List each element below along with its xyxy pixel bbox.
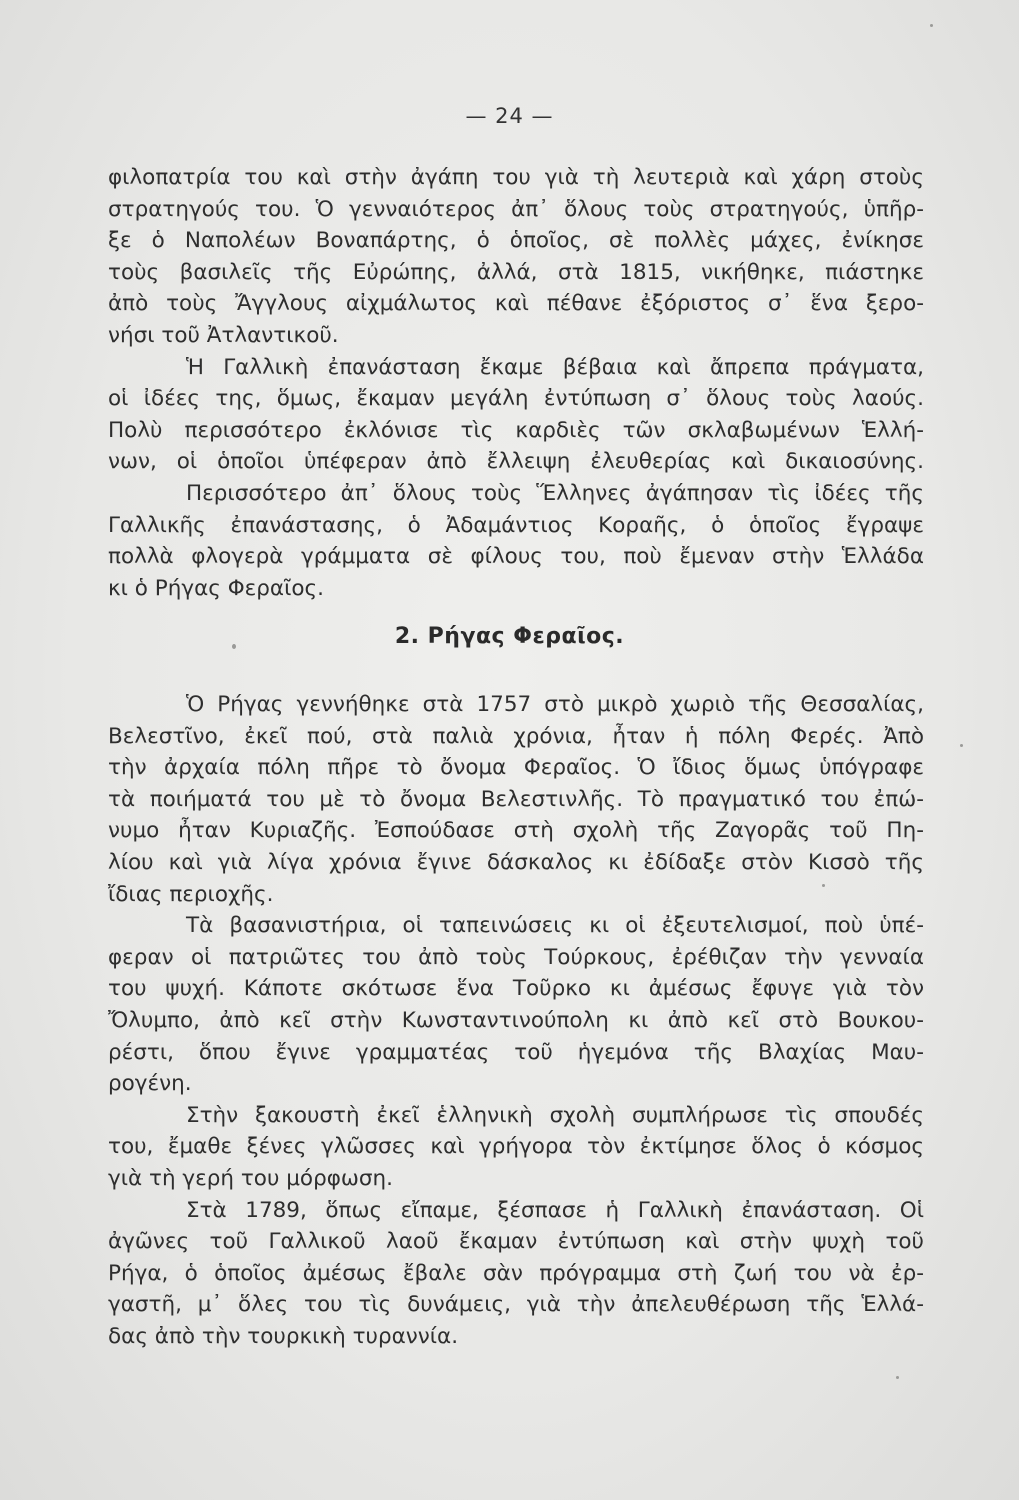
text-line: Ἡ Γαλλικὴ ἐπανάσταση ἔκαμε βέβαια καὶ ἄπρεπα πράγματα, xyxy=(186,354,924,380)
text-line: γιὰ τὴ γερή του μόρφωση. xyxy=(108,1165,393,1191)
scan-speck xyxy=(822,884,825,887)
text-line: φεραν οἱ πατριῶτες του ἀπὸ τοὺς Τούρκους, ἐρέθιζαν τὴν γενναία xyxy=(108,944,924,970)
text-line: στρατηγούς του. Ὁ γενναιότερος ἀπ᾽ ὅλους τοὺς στρατηγούς, ὑπῆρ- xyxy=(108,196,924,222)
text-line: φιλοπατρία του καὶ στὴν ἀγάπη του γιὰ τὴ λευτεριὰ καὶ χάρη στοὺς xyxy=(108,165,924,190)
text-block-bottom xyxy=(108,689,924,1352)
text-line: δας ἀπὸ τὴν τουρκικὴ τυραννία. xyxy=(108,1323,459,1349)
text-line: τὰ ποιήματά του μὲ τὸ ὄνομα Βελεστινλῆς. Τὸ πραγματικό του ἐπώ- xyxy=(108,786,924,812)
text-line: Τὰ βασανιστήρια, οἱ ταπεινώσεις κι οἱ ἐξευτελισμοί, ποὺ ὑπέ- xyxy=(186,913,924,939)
text-line: Πολὺ περισσότερο ἐκλόνισε τὶς καρδιὲς τῶν σκλαβωμένων Ἑλλή- xyxy=(108,417,924,443)
text-line: ἀπὸ τοὺς Ἄγγλους αἰχμάλωτος καὶ πέθανε ἐξόριστος σ᾽ ἕνα ξερο- xyxy=(108,291,924,317)
text-line: νυμο ἦταν Κυριαζῆς. Ἐσπούδασε στὴ σχολὴ τῆς Ζαγορᾶς τοῦ Πη- xyxy=(108,818,924,844)
text-line: Περισσότερο ἀπ᾽ ὅλους τοὺς Ἕλληνες ἀγάπησαν τὶς ἰδέες τῆς xyxy=(186,480,924,506)
scan-speck xyxy=(232,644,236,649)
paragraph xyxy=(108,910,924,1100)
text-line: Στὴν ξακουστὴ ἐκεῖ ἑλληνικὴ σχολὴ συμπλήρωσε τὶς σπουδές xyxy=(186,1102,924,1128)
text-line: Στὰ 1789, ὅπως εἴπαμε, ξέσπασε ἡ Γαλλικὴ ἐπανάσταση. Οἱ xyxy=(186,1197,924,1223)
text-line: ρέστι, ὅπου ἔγινε γραμματέας τοῦ ἡγεμόνα τῆς Βλαχίας Μαυ- xyxy=(108,1039,924,1065)
text-line: ἴδιας περιοχῆς. xyxy=(108,881,274,907)
paragraph xyxy=(108,162,924,352)
scan-speck xyxy=(896,1376,899,1379)
text-line: λίου καὶ γιὰ λίγα χρόνια ἔγινε δάσκαλος κι ἐδίδαξε στὸν Κισσὸ τῆς xyxy=(108,849,924,875)
text-line: γαστῆ, μ᾽ ὅλες του τὶς δυνάμεις, γιὰ τὴν ἀπελευθέρωση τῆς Ἑλλά- xyxy=(108,1292,924,1318)
text-line: κι ὁ Ρήγας Φεραῖος. xyxy=(108,575,324,601)
text-line: Ὄλυμπο, ἀπὸ κεῖ στὴν Κωνσταντινούπολη κι ἀπὸ κεῖ στὸ Βουκου- xyxy=(108,1007,924,1033)
scan-speck xyxy=(930,24,933,27)
text-line: του ψυχή. Κάποτε σκότωσε ἕνα Τοῦρκο κι ἀμέσως ἔφυγε γιὰ τὸν xyxy=(108,976,924,1002)
section-heading: 2. Ρήγας Φεραῖος. xyxy=(394,624,625,649)
text-line: ρογένη. xyxy=(108,1071,192,1097)
text-line: νήσι τοῦ Ἀτλαντικοῦ. xyxy=(108,322,339,348)
paragraph xyxy=(108,352,924,478)
paragraph xyxy=(108,689,924,910)
scan-speck xyxy=(960,744,963,747)
paragraph xyxy=(108,478,924,604)
text-line: Ὁ Ρήγας γεννήθηκε στὰ 1757 στὸ μικρὸ χωριὸ τῆς Θεσσαλίας, xyxy=(186,692,924,717)
text-line: τὴν ἀρχαία πόλη πῆρε τὸ ὄνομα Φεραῖος. Ὁ ἴδιος ὅμως ὑπόγραφε xyxy=(108,755,924,781)
text-line: ἀγῶνες τοῦ Γαλλικοῦ λαοῦ ἔκαμαν ἐντύπωση καὶ στὴν ψυχὴ τοῦ xyxy=(108,1229,924,1255)
text-line: τοὺς βασιλεῖς τῆς Εὐρώπης, ἀλλά, στὰ 1815, νικήθηκε, πιάστηκε xyxy=(108,259,924,285)
page-number: — 24 — xyxy=(465,104,554,128)
text-line: Βελεστῖνο, ἐκεῖ πού, στὰ παλιὰ χρόνια, ἦταν ἡ πόλη Φερές. Ἀπὸ xyxy=(108,723,924,749)
text-line: Ρήγα, ὁ ὁποῖος ἀμέσως ἔβαλε σὰν πρόγραμμα στὴ ζωή του νὰ ἐρ- xyxy=(108,1260,924,1286)
text-line: οἱ ἰδέες της, ὅμως, ἔκαμαν μεγάλη ἐντύπωση σ᾽ ὅλους τοὺς λαούς. xyxy=(108,386,924,412)
paragraph xyxy=(108,1100,924,1195)
text-line: Γαλλικῆς ἐπανάστασης, ὁ Ἀδαμάντιος Κοραῆς, ὁ ὁποῖος ἔγραψε xyxy=(108,512,924,538)
text-line: ξε ὁ Ναπολέων Βοναπάρτης, ὁ ὁποῖος, σὲ πολλὲς μάχες, ἐνίκησε xyxy=(108,228,924,254)
text-block-top xyxy=(108,162,924,604)
text-line: του, ἔμαθε ξένες γλῶσσες καὶ γρήγορα τὸν ἐκτίμησε ὅλος ὁ κόσμος xyxy=(108,1134,924,1160)
text-line: πολλὰ φλογερὰ γράμματα σὲ φίλους του, ποὺ ἔμεναν στὴν Ἑλλάδα xyxy=(108,544,924,570)
paragraph xyxy=(108,1195,924,1353)
text-line: νων, οἱ ὁποῖοι ὑπέφεραν ἀπὸ ἔλλειψη ἐλευθερίας καὶ δικαιοσύνης. xyxy=(108,449,924,475)
